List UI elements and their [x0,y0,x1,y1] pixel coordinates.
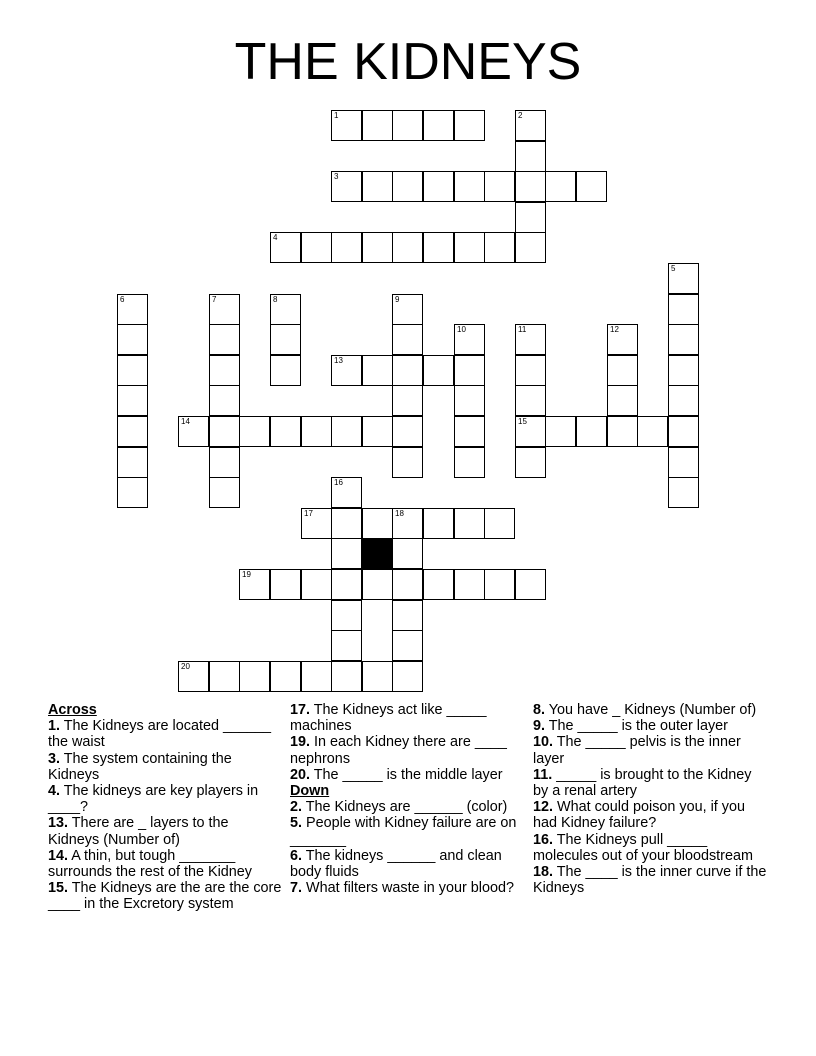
grid-cell[interactable] [392,232,423,263]
clue-number: 16 [334,478,343,487]
grid-cell[interactable] [362,416,393,447]
grid-cell[interactable] [270,416,301,447]
grid-cell[interactable] [484,569,515,600]
grid-cell[interactable] [454,447,485,478]
grid-cell[interactable] [392,630,423,661]
grid-cell[interactable] [392,661,423,692]
clue-number: 15 [518,417,527,426]
grid-cell[interactable] [637,416,668,447]
clues-column-2 [290,702,525,896]
grid-cell[interactable] [392,324,423,355]
grid-cell[interactable] [454,232,485,263]
clue-down-9: 9. The _____ is the outer layer [533,718,728,735]
clue-number: 14 [181,417,190,426]
grid-cell[interactable] [117,294,148,325]
grid-cell[interactable] [178,416,209,447]
clue-across-20: 20. The _____ is the middle layer [290,766,503,783]
grid-cell[interactable] [576,416,607,447]
grid-cell[interactable] [331,477,362,508]
clue-down-12: 12. What could poison you, if you had Kidney failure? [533,799,746,832]
clues-column-3 [533,702,768,896]
grid-cell[interactable] [117,477,148,508]
grid-cell[interactable] [331,416,362,447]
grid-cell[interactable] [392,355,423,386]
clue-number: 1 [334,111,339,120]
grid-cell[interactable] [239,416,270,447]
grid-cell[interactable] [362,355,393,386]
grid-cell[interactable] [209,324,240,355]
grid-cell[interactable] [454,355,485,386]
grid-cell[interactable] [209,355,240,386]
grid-cell[interactable] [423,508,454,539]
clue-number: 6 [120,295,125,304]
grid-cell[interactable] [454,416,485,447]
grid-cell[interactable] [301,569,332,600]
grid-cell[interactable] [515,232,546,263]
clue-across-1: 1. The Kidneys are located ______ the waist [48,718,271,751]
grid-cell[interactable] [301,232,332,263]
clue-down-8: 8. You have _ Kidneys (Number of) [533,702,757,718]
grid-cell[interactable] [576,171,607,202]
grid-cell[interactable] [484,232,515,263]
grid-cell[interactable] [484,171,515,202]
clue-down-16: 16. The Kidneys pull _____ molecules out of your bloodstream [533,831,753,864]
grid-cell[interactable] [392,416,423,447]
grid-cell[interactable] [392,171,423,202]
grid-cell[interactable] [607,416,638,447]
grid-cell[interactable] [331,355,362,386]
grid-cell[interactable] [392,569,423,600]
grid-cell[interactable] [331,171,362,202]
clue-across-4: 4. The kidneys are key players in ____? [48,783,259,816]
grid-cell[interactable] [515,416,546,447]
grid-cell[interactable] [454,508,485,539]
clue-number: 4 [273,233,278,242]
grid-cell[interactable] [392,447,423,478]
grid-cell[interactable] [423,569,454,600]
grid-cell[interactable] [331,661,362,692]
grid-cell[interactable] [607,355,638,386]
grid-cell[interactable] [423,171,454,202]
grid-cell[interactable] [362,508,393,539]
clue-number: 2 [518,111,523,120]
clue-across-17: 17. The Kidneys act like _____ machines [290,702,487,735]
grid-cell[interactable] [270,294,301,325]
grid-cell[interactable] [362,110,393,141]
clue-number: 9 [395,295,400,304]
grid-cell[interactable] [392,538,423,569]
clue-number: 3 [334,172,339,181]
grid-cell[interactable] [331,538,362,569]
grid-cell[interactable] [392,600,423,631]
grid-cell[interactable] [117,447,148,478]
clue-down-11: 11. _____ is brought to the Kidney by a renal artery [533,766,752,800]
grid-cell[interactable] [301,661,332,692]
grid-cell[interactable] [515,202,546,233]
clue-number: 20 [181,662,190,671]
across-heading: Across [48,702,97,718]
grid-cell[interactable] [209,416,240,447]
clue-number: 17 [304,509,313,518]
grid-cell[interactable] [607,324,638,355]
grid-cell[interactable] [668,263,699,294]
grid-cell[interactable] [454,385,485,416]
grid-cell[interactable] [117,324,148,355]
grid-cell[interactable] [668,385,699,416]
grid-cell[interactable] [423,232,454,263]
grid-cell[interactable] [331,508,362,539]
clue-down-2: 2. The Kidneys are ______ (color) [290,799,508,816]
clue-number: 7 [212,295,217,304]
down-heading: Down [290,783,330,800]
grid-cell[interactable] [392,294,423,325]
grid-cell[interactable] [392,385,423,416]
grid-cell[interactable] [392,508,423,539]
grid-cell[interactable] [362,171,393,202]
grid-cell[interactable] [515,141,546,172]
grid-cell[interactable] [515,110,546,141]
grid-cell[interactable] [331,630,362,661]
grid-cell[interactable] [270,324,301,355]
black-square [362,538,393,569]
clue-number: 11 [518,325,527,334]
clue-down-7: 7. What filters waste in your blood? [290,880,514,897]
grid-cell[interactable] [209,477,240,508]
grid-cell[interactable] [668,447,699,478]
grid-cell[interactable] [331,110,362,141]
grid-cell[interactable] [178,661,209,692]
grid-cell[interactable] [515,355,546,386]
grid-cell[interactable] [270,569,301,600]
clue-down-5: 5. People with Kidney failure are on _______ [290,815,517,848]
grid-cell[interactable] [362,661,393,692]
clue-number: 10 [457,325,466,334]
grid-cell[interactable] [239,569,270,600]
clue-number: 8 [273,295,278,304]
clue-across-14: 14. A thin, but tough _______ surrounds the rest of the Kidney [48,847,252,881]
clue-down-18: 18. The ____ is the inner curve if the Kidneys [533,864,767,897]
grid-cell[interactable] [668,324,699,355]
grid-cell[interactable] [454,171,485,202]
grid-cell[interactable] [668,416,699,447]
grid-cell[interactable] [454,324,485,355]
clue-number: 5 [671,264,676,273]
clue-number: 13 [334,356,343,365]
grid-cell[interactable] [301,508,332,539]
grid-cell[interactable] [209,661,240,692]
grid-cell[interactable] [117,385,148,416]
clue-number: 19 [242,570,251,579]
clue-down-10: 10. The _____ pelvis is the inner layer [533,734,741,767]
grid-cell[interactable] [545,416,576,447]
clue-number: 12 [610,325,619,334]
grid-cell[interactable] [515,385,546,416]
clues-column-1 [48,702,283,913]
grid-cell[interactable] [515,447,546,478]
clue-across-13: 13. There are _ layers to the Kidneys (Number of) [48,815,229,848]
grid-cell[interactable] [270,661,301,692]
grid-cell[interactable] [423,110,454,141]
grid-cell[interactable] [117,416,148,447]
clue-across-3: 3. The system containing the Kidneys [48,750,232,783]
clue-down-6: 6. The kidneys ______ and clean body fluids [290,847,502,881]
grid-cell[interactable] [331,600,362,631]
grid-cell[interactable] [515,324,546,355]
grid-cell[interactable] [331,232,362,263]
grid-cell[interactable] [515,171,546,202]
grid-cell[interactable] [484,508,515,539]
clue-across-19: 19. In each Kidney there are ____ nephrons [290,734,507,767]
grid-cell[interactable] [545,171,576,202]
grid-cell[interactable] [515,569,546,600]
grid-cell[interactable] [209,447,240,478]
grid-cell[interactable] [301,416,332,447]
grid-cell[interactable] [454,569,485,600]
grid-cell[interactable] [362,232,393,263]
grid-cell[interactable] [209,294,240,325]
grid-cell[interactable] [362,569,393,600]
clue-across-15: 15. The Kidneys are the are the core ____ in the Excretory system [48,880,282,913]
clue-number: 18 [395,509,404,518]
grid-cell[interactable] [607,385,638,416]
grid-cell[interactable] [270,355,301,386]
grid-cell[interactable] [668,294,699,325]
grid-cell[interactable] [239,661,270,692]
grid-cell[interactable] [668,355,699,386]
grid-cell[interactable] [331,569,362,600]
grid-cell[interactable] [454,110,485,141]
grid-cell[interactable] [423,355,454,386]
grid-cell[interactable] [270,232,301,263]
grid-cell[interactable] [209,385,240,416]
grid-cell[interactable] [392,110,423,141]
grid-cell[interactable] [668,477,699,508]
puzzle-title: THE KIDNEYS [234,33,582,91]
grid-cell[interactable] [117,355,148,386]
